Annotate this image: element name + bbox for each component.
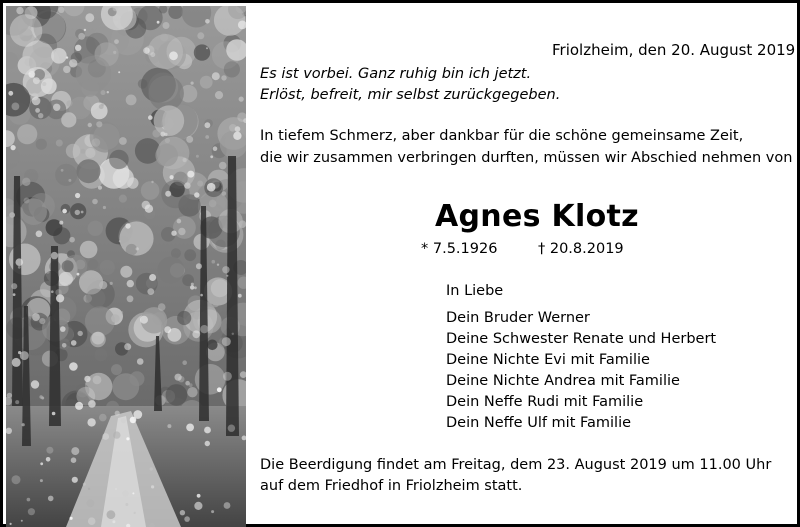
mourner-item: Dein Neffe Rudi mit Familie [446,394,644,410]
funeral-info [260,455,771,497]
mourner-item: Deine Nichte Andrea mit Familie [446,373,680,389]
mourners-list [446,308,716,434]
death-date: † 20.8.2019 [538,241,624,257]
birth-date: * 7.5.1926 [421,241,498,257]
intro-line-2: die wir zusammen verbringen durften, müssen wir Abschied nehmen von [260,150,793,166]
mourner-item: Dein Neffe Ulf mit Familie [446,415,632,431]
deceased-name: Agnes Klotz [435,199,639,234]
funeral-line-1: Die Beerdigung findet am Freitag, dem 23. August 2019 um 11.00 Uhr [260,457,772,473]
mourner-item: Deine Schwester Renate und Herbert [446,331,717,347]
intro-line-1: In tiefem Schmerz, aber dankbar für die schöne gemeinsame Zeit, [260,128,744,144]
verse [260,64,560,106]
intro-text [260,125,792,169]
forest-path-photo [6,6,246,527]
verse-line-2: Erlöst, befreit, mir selbst zurückgegeben. [260,87,561,103]
place-and-date: Friolzheim, den 20. August 2019 [552,41,796,59]
greeting: In Liebe [446,283,504,299]
mourner-item: Deine Nichte Evi mit Familie [446,352,650,368]
mourner-item: Dein Bruder Werner [446,310,590,326]
forest-path-image [6,6,246,527]
funeral-line-2: auf dem Friedhof in Friolzheim statt. [260,478,523,494]
verse-line-1: Es ist vorbei. Ganz ruhig bin ich jetzt. [260,66,532,82]
